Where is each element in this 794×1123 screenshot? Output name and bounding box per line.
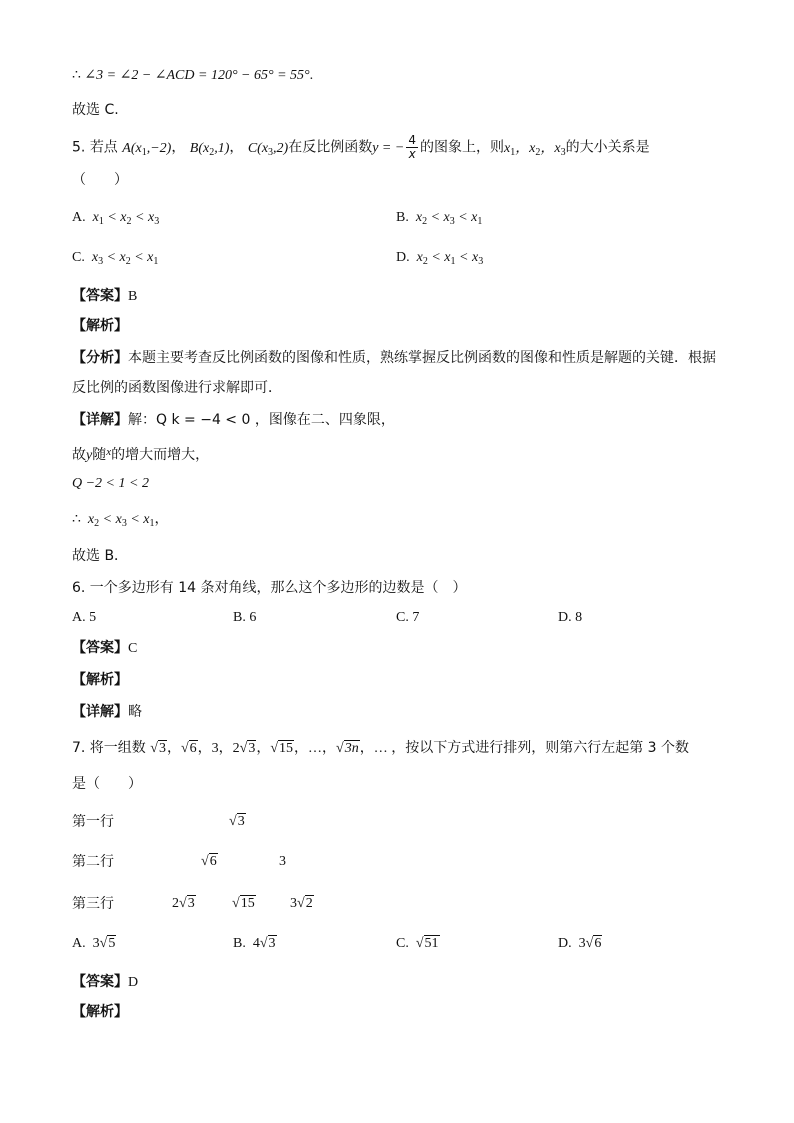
q6-answer	[72, 638, 137, 659]
q5-tail2: 的大小关系是	[565, 139, 650, 156]
option-label: A.	[72, 210, 86, 225]
option-label: B.	[233, 936, 246, 951]
func-lhs: y = −	[372, 140, 405, 156]
option-label: D.	[396, 250, 410, 265]
period: .	[309, 68, 314, 83]
point-a: $A(x_1,-2)$	[122, 140, 172, 158]
x-vars: $x_1$，$x_2$，$x_3$	[503, 140, 566, 158]
point-c: $C(x_3,2)$	[247, 140, 289, 158]
row-label-3: 第三行	[72, 896, 114, 912]
q7-stem-2: 是（ ）	[72, 776, 142, 792]
option-label: C.	[396, 936, 409, 951]
detail-text-1: 解：Q k = −4 < 0 ，图像在二、四象限，	[128, 412, 395, 428]
option-label: C.	[72, 250, 85, 265]
q7-option-d[interactable]: D. 3√6	[558, 936, 602, 951]
q5-detail-1	[72, 410, 395, 430]
q7-option-c[interactable]: C. √51	[396, 936, 439, 951]
answer-tag: 【答案】	[72, 974, 128, 990]
option-expr: $x_2 < x_1 < x_3$	[413, 250, 484, 267]
q6-option-d[interactable]: D. 8	[558, 610, 583, 625]
q6-stem: 6. 一个多边形有 14 条对角线，那么这个多边形的边数是（ ）	[72, 580, 467, 596]
fenxi-text-1: 本题主要考查反比例函数的图像和性质，熟练掌握反比例函数的图像和性质是解题的关键．根据	[128, 350, 716, 366]
option-label: A.	[72, 936, 86, 951]
row-label-2: 第二行	[72, 854, 114, 870]
q5-option-c[interactable]	[72, 248, 158, 272]
q5-tail: 的图象上，则	[419, 139, 504, 156]
q7-option-a[interactable]: A. 3√5	[72, 936, 116, 951]
q7-stem: 7. 将一组数 √3，√6，3，2√3，√15，…，√3n，… ，按以下方式进行排列，则第六行左起第 3 个数	[72, 740, 690, 756]
option-expr: $x_3 < x_2 < x_1$	[88, 250, 159, 267]
option-expr: $x_1 < x_2 < x_3$	[89, 210, 160, 227]
answer-value: C	[128, 641, 138, 656]
prev-choice: 故选 C.	[72, 102, 119, 118]
q6-detail	[72, 702, 142, 722]
q5-detail-3: Q −2 < 1 < 2	[72, 476, 149, 491]
q5-answer	[72, 286, 137, 307]
q7-analysis-tag: 【解析】	[72, 1004, 128, 1020]
q5-option-a[interactable]	[72, 208, 159, 232]
q7-option-b[interactable]: B. 4√3	[233, 936, 276, 951]
number-sequence: √3，√6，3，2√3，√15，…，√3n，…	[150, 741, 392, 756]
row1-cell1: √3	[229, 814, 245, 829]
answer-tag: 【答案】	[72, 640, 128, 656]
point-b: $B(x_2,1)$	[189, 140, 230, 158]
option-label: D.	[558, 936, 572, 951]
row2-cell1: √6	[201, 854, 217, 869]
q5-fenxi-1	[72, 348, 716, 368]
fraction-4-over-x: $\frac{4}{x}$	[408, 133, 416, 161]
fenxi-tag: 【分析】	[72, 350, 128, 366]
option-expr: $x_2 < x_3 < x_1$	[412, 210, 483, 227]
q5-mid: 在反比例函数	[288, 139, 373, 156]
q5-option-b[interactable]	[396, 208, 482, 232]
q7-answer	[72, 972, 138, 993]
q6-option-a[interactable]: A. 5	[72, 610, 97, 625]
row3-cell1: 2√3	[172, 896, 195, 911]
var-x: x	[106, 446, 112, 458]
q5-fenxi-2: 反比例的函数图像进行求解即可．	[72, 380, 282, 396]
therefore-symbol: ∴	[72, 68, 81, 83]
var-y: y	[86, 448, 93, 463]
option-label: B.	[396, 210, 409, 225]
q6-analysis-tag: 【解析】	[72, 672, 128, 688]
detail-tag: 【详解】	[72, 412, 128, 428]
detail-tag: 【详解】	[72, 704, 128, 720]
q5-stem: 5. 若点 $A(x_1,-2)$， $B(x_2,1)$， $C(x_3,2)$在反比例函数y = − $\frac{4}{x}$ 的图象上，则$x_1$，$x_2$，$x_3$的大小关系是	[72, 133, 650, 161]
row-label-1: 第一行	[72, 814, 114, 830]
detail-text: 略	[128, 704, 142, 720]
q5-detail-4: ∴ $x_2 < x_3 < x_1$，	[72, 512, 169, 529]
row3-cell3: 3√2	[290, 896, 313, 911]
q5-number: 5.	[72, 139, 86, 156]
answer-value: D	[128, 975, 139, 990]
q6-option-b[interactable]: B. 6	[233, 610, 257, 625]
q5-detail-2: 故y随$^x$的增大而增大，	[72, 446, 210, 463]
angle-equation: ∠3 = ∠2 − ∠ACD = 120° − 65° = 55°	[84, 68, 310, 83]
q5-paren: （ ）	[72, 172, 128, 188]
q6-option-c[interactable]: C. 7	[396, 610, 420, 625]
q5-option-d[interactable]	[396, 248, 483, 272]
answer-tag: 【答案】	[72, 288, 128, 304]
q5-choice: 故选 B．	[72, 548, 129, 564]
prev-equation	[72, 66, 313, 86]
row2-cell2: 3	[279, 854, 286, 869]
answer-value: B	[128, 289, 138, 304]
q5-intro: 若点	[89, 139, 118, 156]
q5-analysis-tag: 【解析】	[72, 318, 128, 334]
row3-cell2: √15	[232, 896, 255, 911]
